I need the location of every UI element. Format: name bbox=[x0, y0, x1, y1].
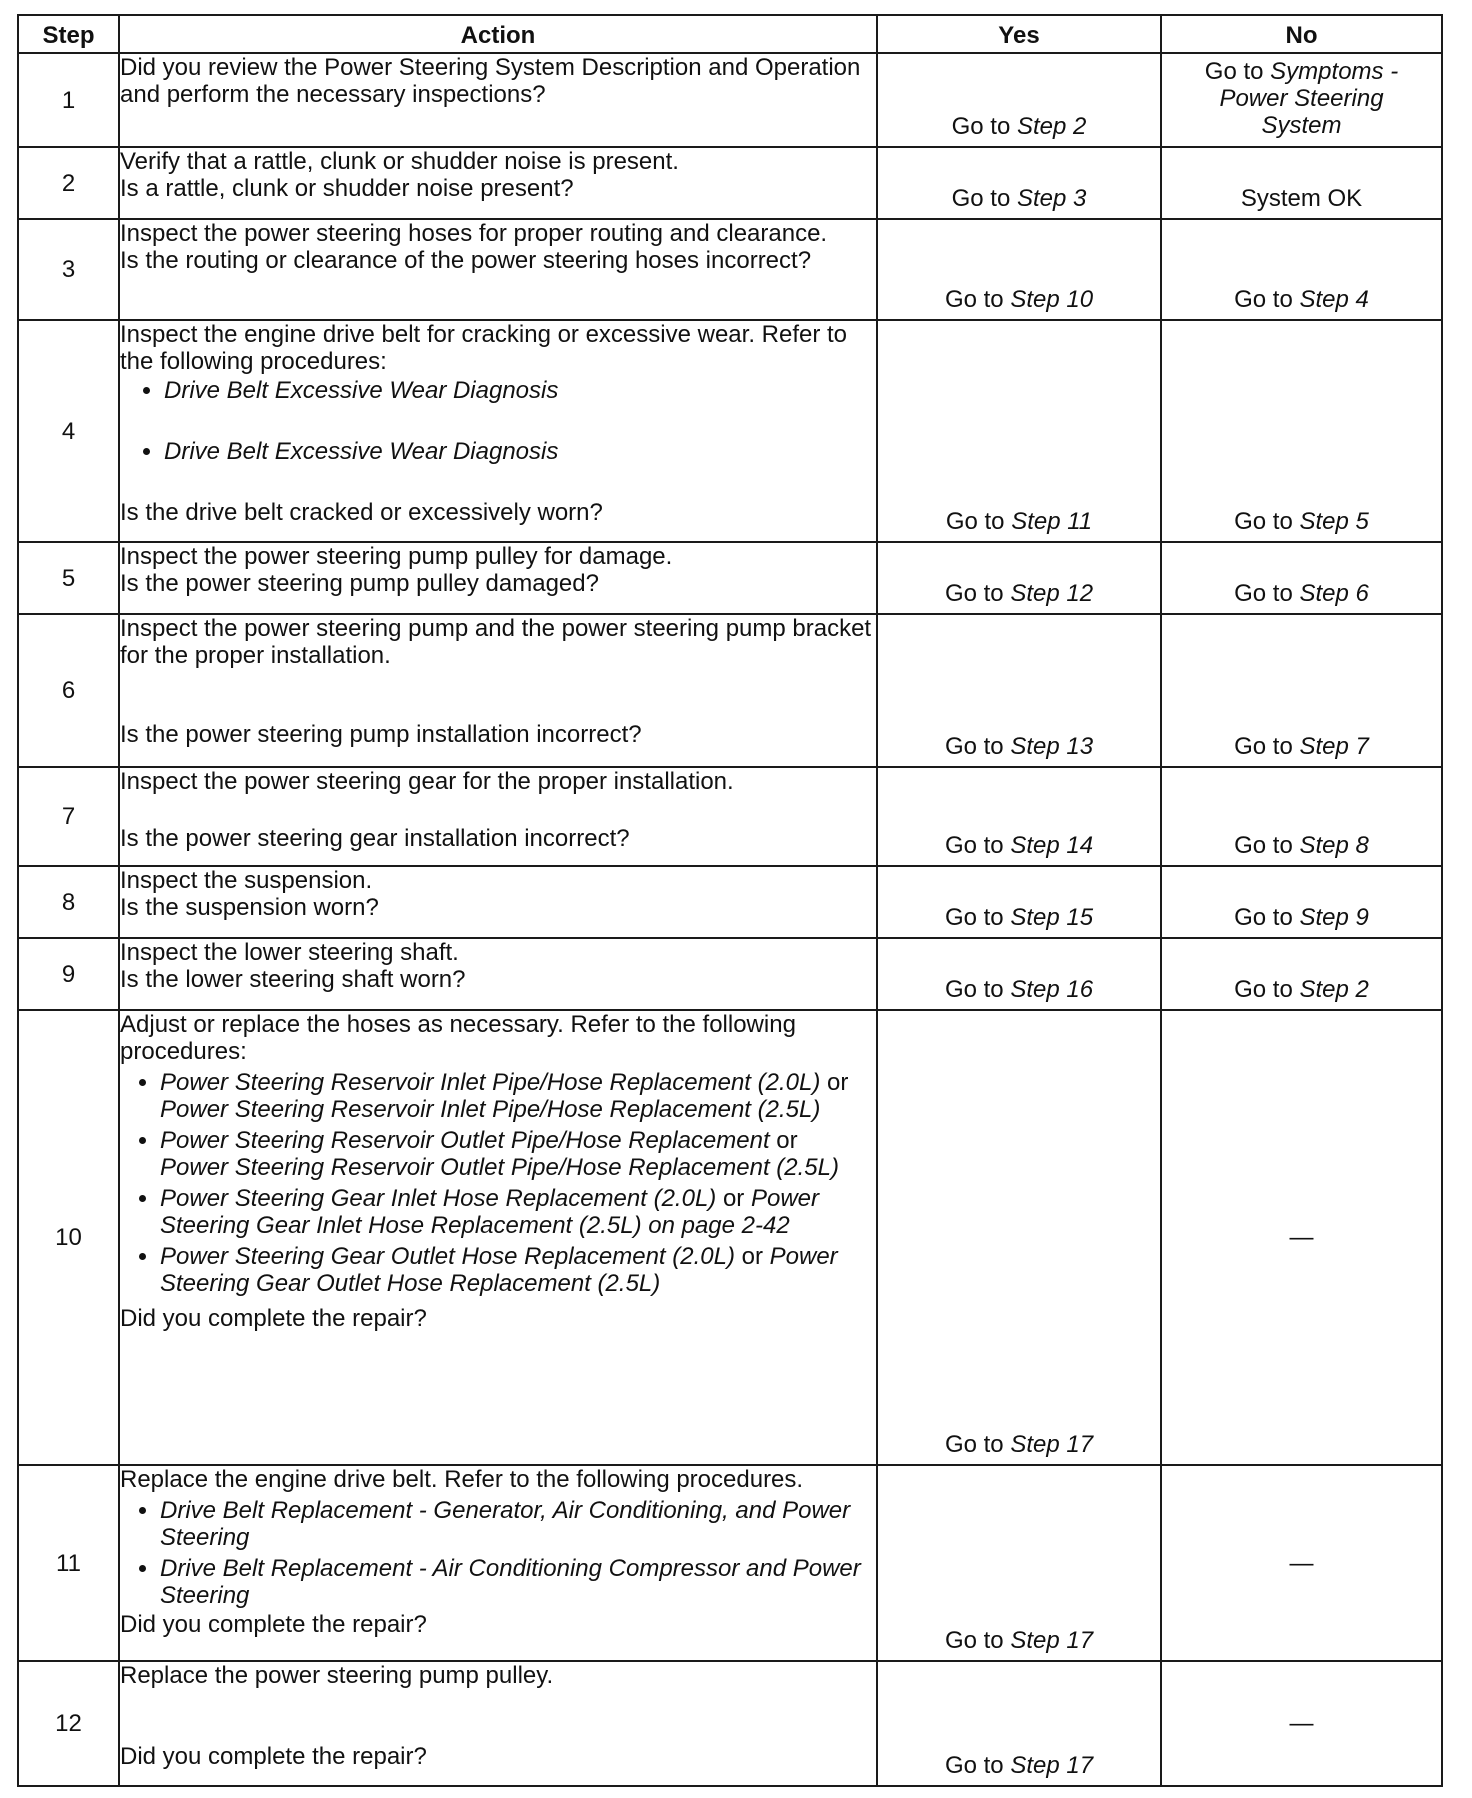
step-number: 12 bbox=[18, 1661, 119, 1786]
no-step-link[interactable]: Step 6 bbox=[1299, 580, 1369, 607]
yes-step-link[interactable]: Step 12 bbox=[1010, 580, 1094, 607]
action-cell bbox=[119, 542, 877, 614]
no-prefix: Go to bbox=[1234, 904, 1293, 931]
question-text: Did you complete the repair? bbox=[120, 1305, 427, 1332]
yes-prefix: Go to bbox=[944, 1752, 1004, 1779]
action-cell bbox=[119, 320, 877, 542]
no-cell bbox=[1161, 866, 1442, 938]
question-text: Is the routing or clearance of the power steering hoses incorrect? bbox=[120, 247, 812, 274]
no-cell bbox=[1161, 542, 1442, 614]
yes-cell bbox=[877, 219, 1161, 320]
action-cell bbox=[119, 1465, 877, 1661]
step-number: 5 bbox=[18, 542, 119, 614]
yes-prefix: Go to bbox=[944, 733, 1004, 760]
step-number: 9 bbox=[18, 938, 119, 1010]
no-cell bbox=[1161, 767, 1442, 866]
header-row bbox=[18, 15, 1442, 53]
action-text: Inspect the power steering pump and the power steering pump bracket for the proper installation. bbox=[120, 615, 872, 669]
yes-step-link[interactable]: Step 17 bbox=[1010, 1627, 1094, 1654]
no-result: — bbox=[1289, 1710, 1314, 1737]
procedure-link[interactable]: Drive Belt Replacement - Generator, Air Conditioning, and Power Steering bbox=[160, 1497, 851, 1551]
header-yes: Yes bbox=[877, 15, 1161, 53]
or-word: or bbox=[722, 1185, 745, 1212]
no-cell bbox=[1161, 320, 1442, 542]
question-text: Is a rattle, clunk or shudder noise present? bbox=[120, 175, 574, 202]
no-cell bbox=[1161, 938, 1442, 1010]
question-text: Is the suspension worn? bbox=[120, 894, 379, 921]
yes-step-link[interactable]: Step 13 bbox=[1010, 733, 1094, 760]
step-number: 8 bbox=[18, 866, 119, 938]
yes-step-link[interactable]: Step 16 bbox=[1010, 976, 1094, 1003]
step-number: 6 bbox=[18, 614, 119, 767]
yes-step-link[interactable]: Step 3 bbox=[1016, 185, 1087, 212]
procedure-link[interactable]: Power Steering Reservoir Inlet Pipe/Hose Replacement (2.0L) bbox=[160, 1069, 821, 1096]
action-cell bbox=[119, 938, 877, 1010]
or-word: or bbox=[827, 1069, 849, 1096]
action-cell bbox=[119, 219, 877, 320]
no-step-link[interactable]: Step 5 bbox=[1299, 508, 1369, 535]
action-text: Inspect the lower steering shaft. bbox=[120, 939, 459, 966]
no-cell bbox=[1161, 147, 1442, 219]
no-cell bbox=[1161, 53, 1442, 147]
yes-prefix: Go to bbox=[944, 286, 1004, 313]
no-prefix: Go to bbox=[1234, 580, 1293, 607]
action-cell bbox=[119, 767, 877, 866]
table-row bbox=[18, 767, 1442, 866]
step-number: 3 bbox=[18, 219, 119, 320]
table-row bbox=[18, 1010, 1442, 1465]
action-text: Adjust or replace the hoses as necessary. Refer to the following procedures: bbox=[120, 1011, 796, 1065]
yes-cell bbox=[877, 320, 1161, 542]
action-text: Inspect the power steering pump pulley for damage. bbox=[120, 543, 673, 570]
yes-step-link[interactable]: Step 14 bbox=[1010, 832, 1094, 859]
action-text: Replace the power steering pump pulley. bbox=[120, 1662, 554, 1689]
no-prefix: Go to bbox=[1234, 733, 1293, 760]
step-number: 1 bbox=[18, 53, 119, 147]
no-cell bbox=[1161, 1010, 1442, 1465]
yes-cell bbox=[877, 147, 1161, 219]
no-result: System OK bbox=[1240, 185, 1363, 212]
table-row bbox=[18, 320, 1442, 542]
no-prefix: Go to bbox=[1234, 286, 1293, 313]
action-text: Replace the engine drive belt. Refer to the following procedures. bbox=[120, 1466, 804, 1493]
or-word: or bbox=[776, 1127, 798, 1154]
no-cell bbox=[1161, 614, 1442, 767]
yes-step-link[interactable]: Step 11 bbox=[1011, 508, 1093, 535]
action-cell bbox=[119, 1661, 877, 1786]
question-text: Is the power steering pump pulley damaged? bbox=[120, 570, 599, 597]
procedure-list bbox=[120, 1069, 876, 1297]
procedure-list bbox=[120, 1497, 876, 1609]
no-cell bbox=[1161, 1661, 1442, 1786]
action-text: Did you review the Power Steering System Description and Operation and perform the necessary inspections? bbox=[120, 54, 861, 108]
yes-step-link[interactable]: Step 10 bbox=[1010, 286, 1094, 313]
no-step-link[interactable]: Step 4 bbox=[1299, 286, 1369, 313]
procedure-link[interactable]: Power Steering Gear Outlet Hose Replacement (2.0L) bbox=[160, 1243, 735, 1270]
procedure-link[interactable]: Power Steering Gear Outlet Hose Replacement (2.5L) bbox=[160, 1243, 838, 1297]
action-cell bbox=[119, 614, 877, 767]
no-cell bbox=[1161, 219, 1442, 320]
yes-step-link[interactable]: Step 17 bbox=[1010, 1431, 1094, 1458]
question-text: Is the drive belt cracked or excessively worn? bbox=[120, 499, 603, 526]
step-number: 10 bbox=[18, 1010, 119, 1465]
table-row bbox=[18, 614, 1442, 767]
yes-prefix: Go to bbox=[944, 976, 1004, 1003]
procedure-link[interactable]: Power Steering Reservoir Outlet Pipe/Hose Replacement (2.5L) bbox=[160, 1154, 839, 1181]
no-prefix: Go to bbox=[1234, 976, 1293, 1003]
header-action: Action bbox=[119, 15, 877, 53]
action-cell bbox=[119, 53, 877, 147]
action-text: Inspect the engine drive belt for cracking or excessive wear. Refer to the following procedures: bbox=[120, 321, 848, 375]
procedure-link[interactable]: Power Steering Gear Inlet Hose Replacement (2.5L) on page 2-42 bbox=[160, 1185, 819, 1239]
procedure-link[interactable]: Power Steering Gear Inlet Hose Replacement (2.0L) bbox=[160, 1185, 717, 1212]
procedure-link[interactable]: Drive Belt Excessive Wear Diagnosis bbox=[164, 438, 559, 465]
table-row bbox=[18, 1661, 1442, 1786]
action-cell bbox=[119, 1010, 877, 1465]
question-text: Did you complete the repair? bbox=[120, 1743, 427, 1770]
question-text: Is the power steering gear installation incorrect? bbox=[120, 825, 630, 852]
procedure-link[interactable]: Power Steering Reservoir Inlet Pipe/Hose Replacement (2.5L) bbox=[160, 1096, 821, 1123]
action-cell bbox=[119, 866, 877, 938]
yes-step-link[interactable]: Step 15 bbox=[1010, 904, 1094, 931]
procedure-link[interactable]: Power Steering Reservoir Outlet Pipe/Hose Replacement bbox=[160, 1127, 770, 1154]
action-cell bbox=[119, 147, 877, 219]
table-row bbox=[18, 938, 1442, 1010]
procedure-list bbox=[120, 377, 876, 465]
step-number: 7 bbox=[18, 767, 119, 866]
yes-cell bbox=[877, 542, 1161, 614]
action-text: Inspect the power steering gear for the proper installation. bbox=[120, 768, 734, 795]
header-step: Step bbox=[18, 15, 119, 53]
step-number: 11 bbox=[18, 1465, 119, 1661]
step-number: 2 bbox=[18, 147, 119, 219]
yes-prefix: Go to bbox=[944, 580, 1004, 607]
action-text: Verify that a rattle, clunk or shudder noise is present. bbox=[120, 148, 679, 175]
no-result: — bbox=[1289, 1549, 1314, 1577]
diagnostic-table bbox=[17, 14, 1443, 1787]
yes-prefix: Go to bbox=[944, 1627, 1004, 1654]
table-row bbox=[18, 53, 1442, 147]
action-text: Inspect the power steering hoses for proper routing and clearance. bbox=[120, 220, 828, 247]
action-text: Inspect the suspension. bbox=[120, 867, 373, 894]
yes-cell bbox=[877, 1661, 1161, 1786]
yes-prefix: Go to bbox=[944, 1431, 1004, 1458]
table-row bbox=[18, 1465, 1442, 1661]
table-row bbox=[18, 866, 1442, 938]
no-prefix: Go to bbox=[1234, 508, 1293, 535]
yes-step-link[interactable]: Step 17 bbox=[1010, 1752, 1094, 1779]
procedure-link[interactable]: Drive Belt Replacement - Air Conditioning Compressor and Power Steering bbox=[160, 1555, 861, 1609]
yes-prefix: Go to bbox=[945, 508, 1005, 535]
yes-cell bbox=[877, 1010, 1161, 1465]
yes-cell bbox=[877, 938, 1161, 1010]
yes-cell bbox=[877, 1465, 1161, 1661]
yes-prefix: Go to bbox=[944, 904, 1004, 931]
step-number: 4 bbox=[18, 320, 119, 542]
question-text: Is the lower steering shaft worn? bbox=[120, 966, 466, 993]
no-cell bbox=[1161, 1465, 1442, 1661]
header-no: No bbox=[1161, 15, 1442, 53]
question-text: Is the power steering pump installation incorrect? bbox=[120, 721, 642, 748]
yes-prefix: Go to bbox=[944, 832, 1004, 859]
yes-cell bbox=[877, 767, 1161, 866]
no-prefix: Go to bbox=[1204, 58, 1264, 85]
no-symptoms-link[interactable]: Symptoms - Power Steering System bbox=[1219, 58, 1399, 139]
no-step-link[interactable]: Step 7 bbox=[1299, 733, 1369, 760]
question-text: Did you complete the repair? bbox=[120, 1611, 427, 1638]
yes-cell bbox=[877, 866, 1161, 938]
yes-cell bbox=[877, 614, 1161, 767]
or-word: or bbox=[741, 1243, 763, 1270]
yes-prefix: Go to bbox=[951, 185, 1011, 212]
no-result: — bbox=[1289, 1224, 1314, 1251]
table-row bbox=[18, 147, 1442, 219]
no-step-link[interactable]: Step 2 bbox=[1299, 976, 1369, 1003]
yes-step-link[interactable]: Step 2 bbox=[1016, 113, 1087, 140]
yes-cell bbox=[877, 53, 1161, 147]
table-row bbox=[18, 542, 1442, 614]
procedure-link[interactable]: Drive Belt Excessive Wear Diagnosis bbox=[164, 377, 559, 404]
no-step-link[interactable]: Step 9 bbox=[1299, 904, 1369, 931]
table-row bbox=[18, 219, 1442, 320]
yes-prefix: Go to bbox=[951, 113, 1011, 140]
no-prefix: Go to bbox=[1234, 832, 1293, 859]
no-step-link[interactable]: Step 8 bbox=[1299, 832, 1369, 859]
